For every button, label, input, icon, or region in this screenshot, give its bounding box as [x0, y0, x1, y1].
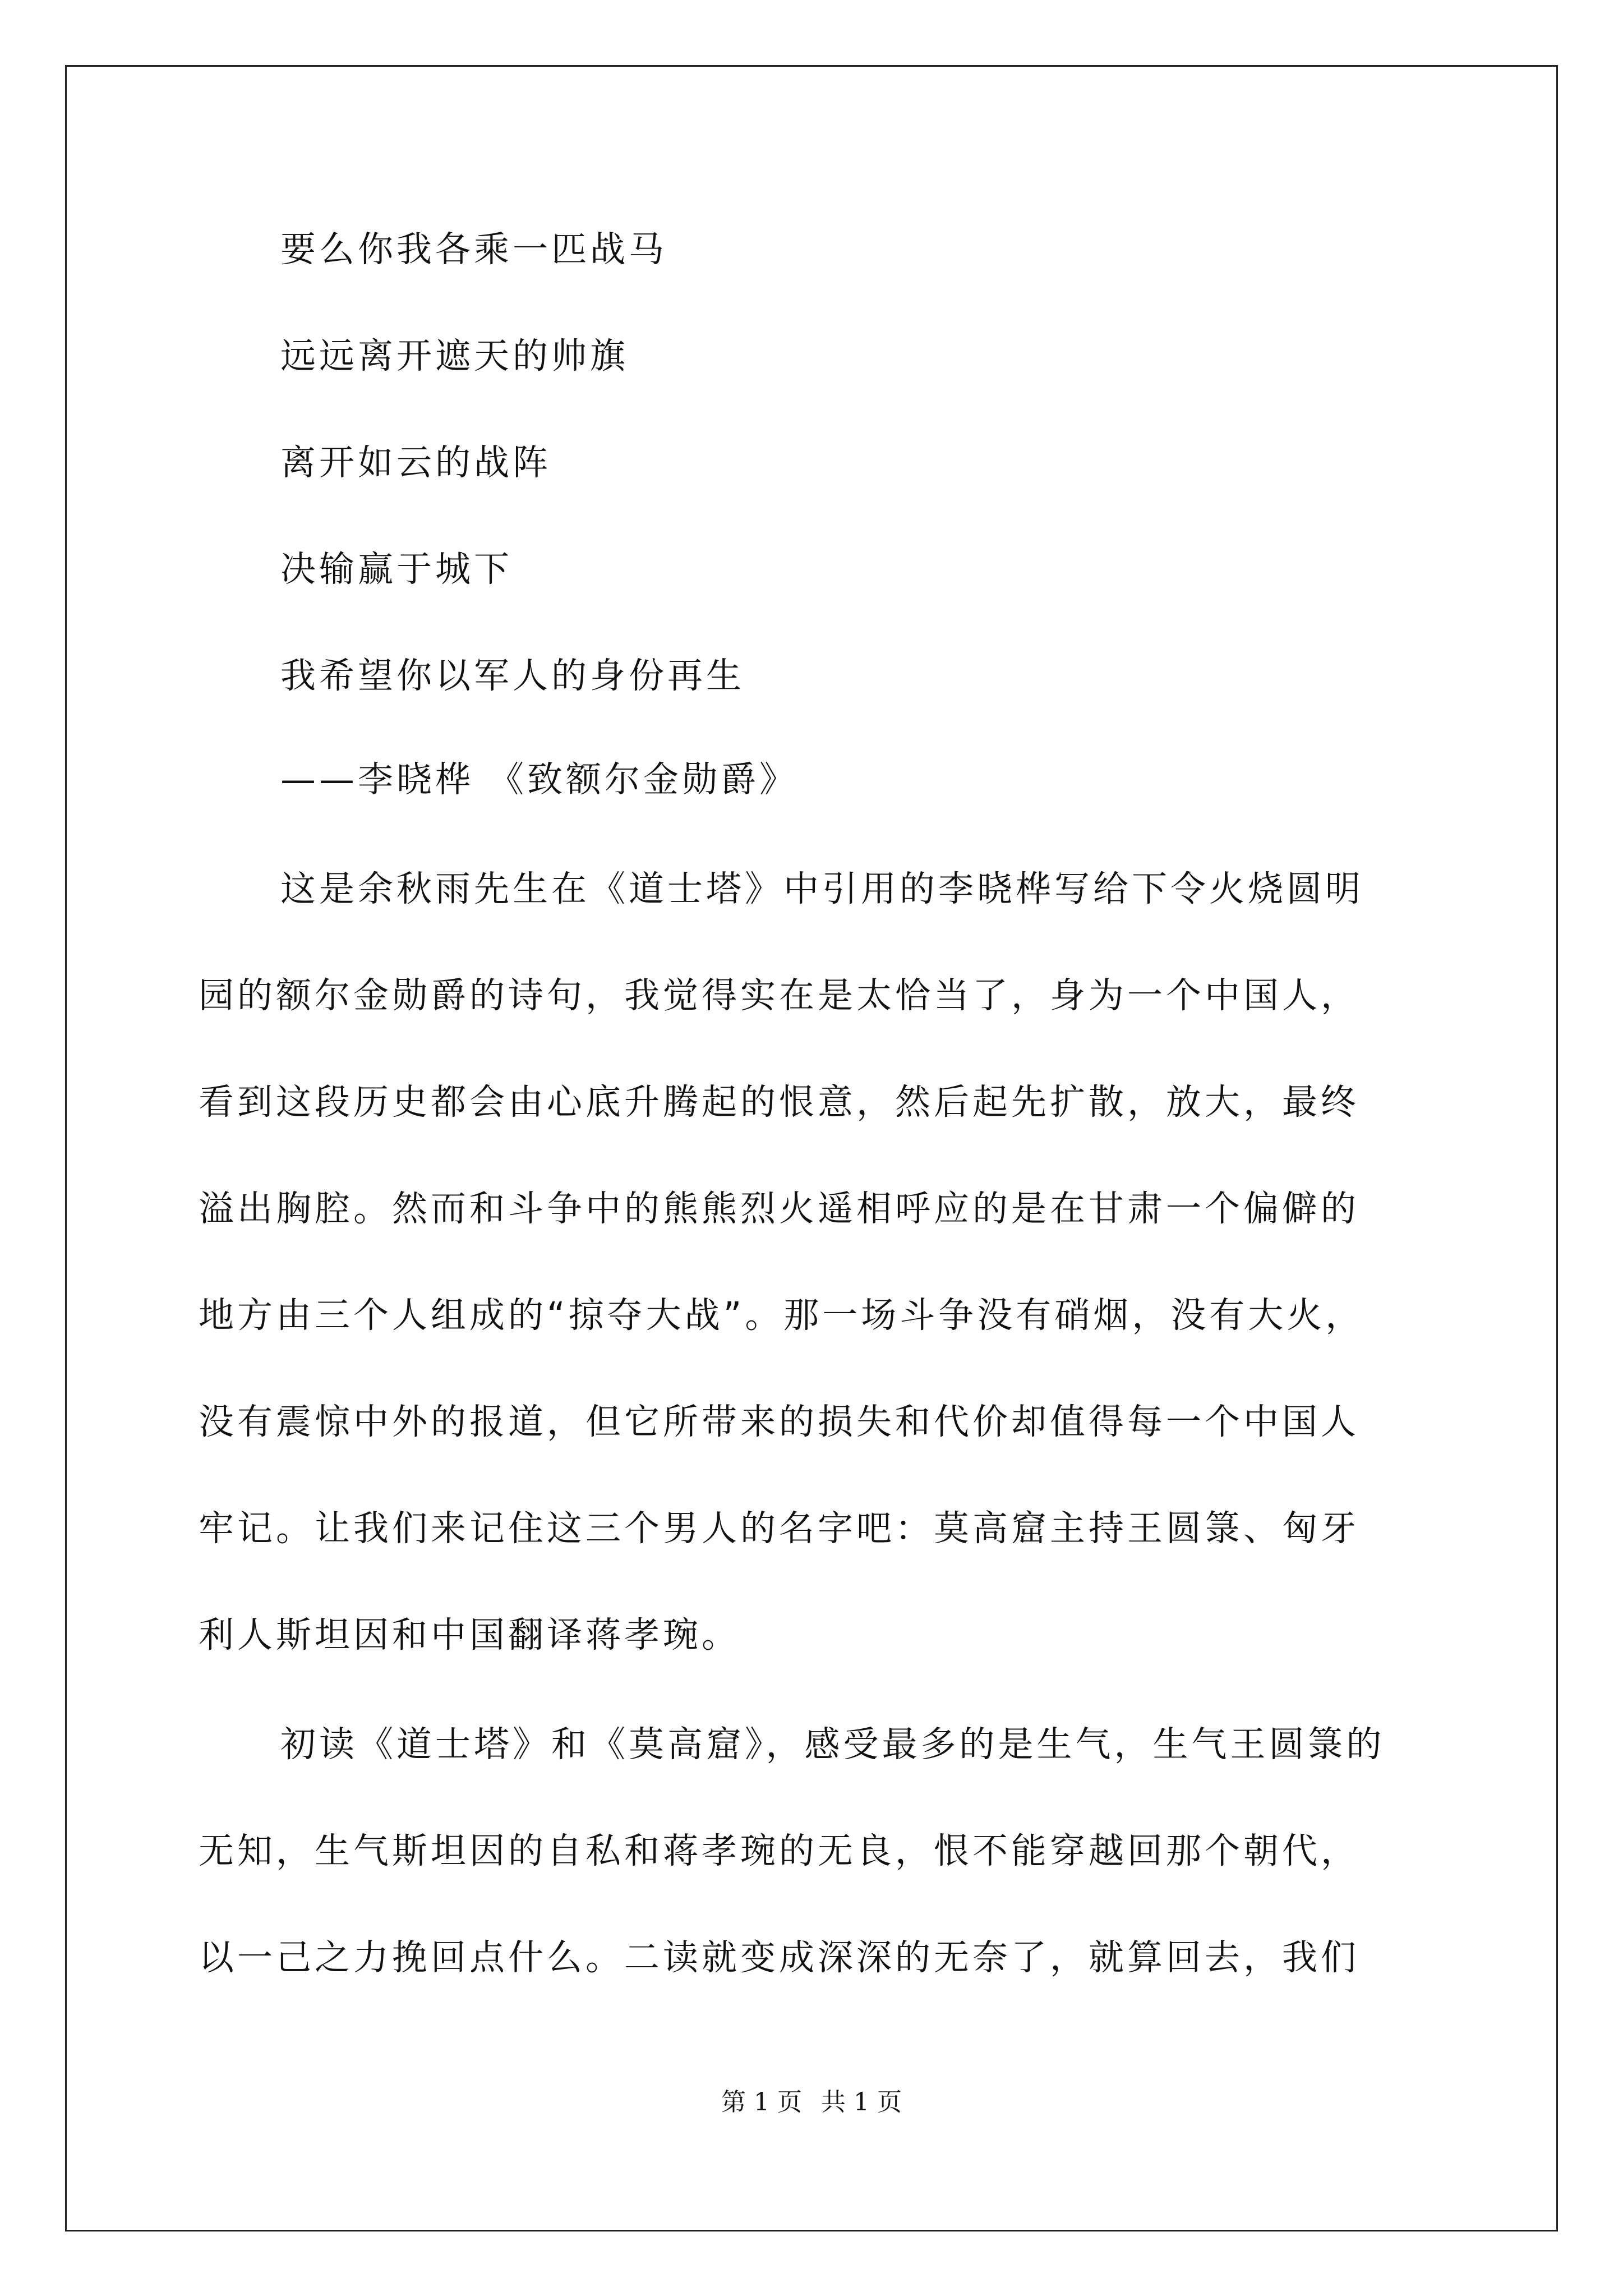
paragraph-line: 地方由三个人组成的“掠夺大战”。那一场斗争没有硝烟，没有大火， [199, 1295, 1364, 1336]
paragraph-line: 园的额尔金勋爵的诗句，我觉得实在是太恰当了，身为一个中国人， [199, 975, 1359, 1016]
paragraph-line: 没有震惊中外的报道，但它所带来的损失和代价却值得每一个中国人 [199, 1401, 1359, 1442]
paragraph-line: 无知，生气斯坦因的自私和蒋孝琬的无良，恨不能穿越回那个朝代， [199, 1830, 1359, 1871]
page-footer [0, 2087, 1623, 2118]
paragraph-line: 初读《道士塔》和《莫高窟》，感受最多的是生气，生气王圆箓的 [280, 1724, 1385, 1765]
paragraph-line: 看到这段历史都会由心底升腾起的恨意，然后起先扩散，放大，最终 [199, 1082, 1359, 1122]
poem-attribution: ——李晓桦 《致额尔金勋爵》 [280, 759, 799, 800]
poem-line: 决输赢于城下 [280, 549, 513, 590]
paragraph-line: 利人斯坦因和中国翻译蒋孝琬。 [199, 1614, 740, 1655]
paragraph-line: 牢记。让我们来记住这三个男人的名字吧：莫高窟主持王圆箓、匈牙 [199, 1508, 1359, 1549]
page-total: 共 1 页 [821, 2088, 902, 2116]
paragraph-line: 溢出胸腔。然而和斗争中的熊熊烈火遥相呼应的是在甘肃一个偏僻的 [199, 1188, 1359, 1229]
paragraph-line: 这是余秋雨先生在《道士塔》中引用的李晓桦写给下令火烧圆明 [280, 868, 1364, 909]
poem-line: 远远离开遮天的帅旗 [280, 335, 629, 376]
poem-line: 离开如云的战阵 [280, 442, 551, 483]
page-number: 第 1 页 [721, 2088, 802, 2116]
paragraph-line: 以一己之力挽回点什么。二读就变成深深的无奈了，就算回去，我们 [199, 1937, 1359, 1978]
page-border [65, 65, 1558, 2231]
poem-line: 要么你我各乘一匹战马 [280, 229, 667, 270]
poem-line: 我希望你以军人的身份再生 [280, 655, 745, 696]
